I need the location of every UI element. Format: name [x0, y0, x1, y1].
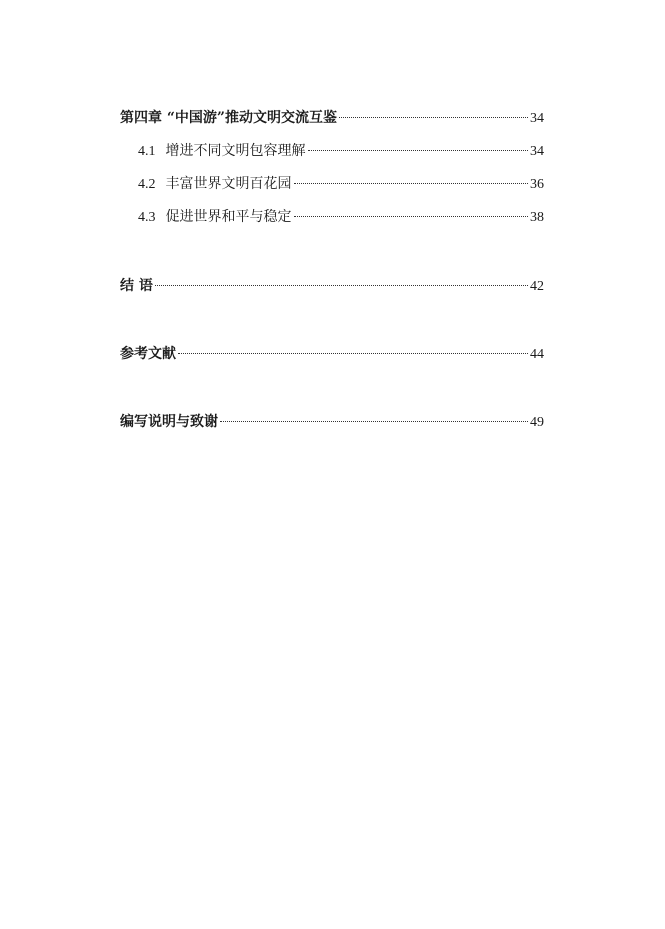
- toc-page-number: 49: [530, 415, 544, 430]
- toc-entry-conclusion[interactable]: [120, 275, 544, 297]
- toc-leader-dots: [294, 183, 529, 184]
- toc-entry-section-4-1[interactable]: [138, 140, 544, 162]
- toc-page-number: 36: [530, 177, 544, 192]
- toc-title: 促进世界和平与稳定: [165, 209, 292, 225]
- toc-page-number: 38: [530, 210, 544, 225]
- toc-leader-dots: [308, 150, 529, 151]
- toc-title: 参考文献: [120, 346, 176, 362]
- toc-section-number: 4.3: [138, 210, 156, 225]
- toc-section-number: 4.2: [138, 177, 156, 192]
- toc-leader-dots: [339, 117, 528, 118]
- toc-title: 结 语: [120, 278, 153, 294]
- toc-title: 增进不同文明包容理解: [165, 143, 306, 159]
- toc-title: 第四章 “中国游”推动文明交流互鉴: [120, 110, 337, 126]
- toc-section-number: 4.1: [138, 144, 156, 159]
- toc-page-number: 34: [530, 144, 544, 159]
- toc-title: 丰富世界文明百花园: [165, 176, 292, 192]
- toc-page-number: 34: [530, 111, 544, 126]
- toc-page-number: 44: [530, 347, 544, 362]
- toc-page-number: 42: [530, 279, 544, 294]
- toc-leader-dots: [294, 216, 529, 217]
- toc-leader-dots: [178, 353, 528, 354]
- toc-entry-section-4-2[interactable]: [138, 173, 544, 195]
- toc-entry-section-4-3[interactable]: [138, 206, 544, 228]
- toc-title: 编写说明与致谢: [120, 414, 218, 430]
- toc-leader-dots: [220, 421, 528, 422]
- toc-entry-chapter-4[interactable]: [120, 107, 544, 129]
- toc-entry-acknowledgments[interactable]: [120, 411, 544, 433]
- toc-leader-dots: [155, 285, 528, 286]
- toc-entry-references[interactable]: [120, 343, 544, 365]
